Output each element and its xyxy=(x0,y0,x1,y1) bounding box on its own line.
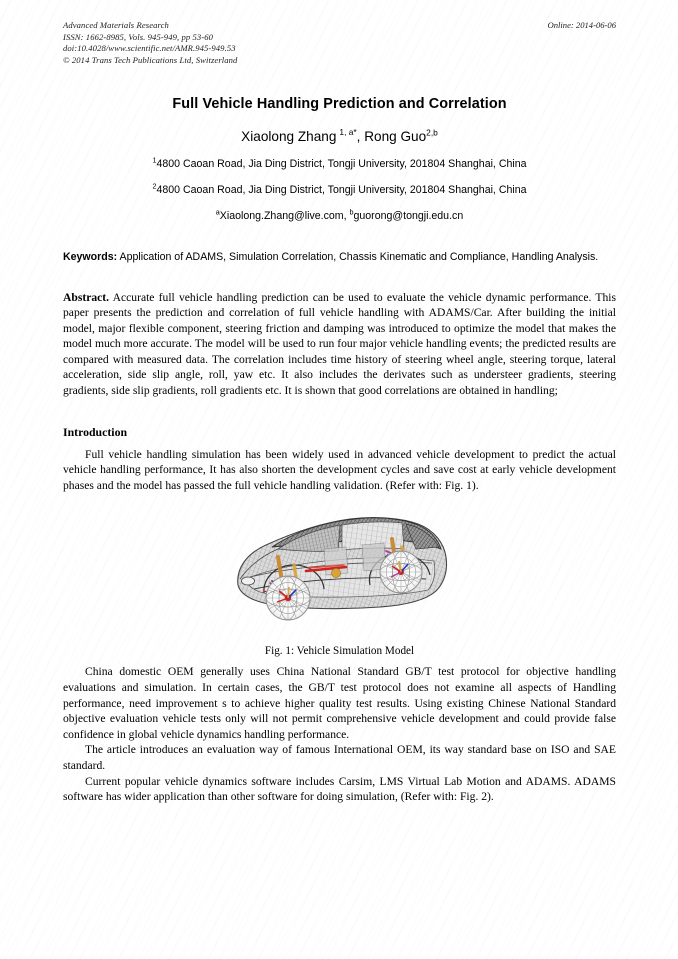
author-name-1: Xiaolong Zhang xyxy=(241,129,337,144)
keywords-label: Keywords: xyxy=(63,251,118,263)
page-title: Full Vehicle Handling Prediction and Correlation xyxy=(172,96,507,112)
author-affiliation-marker-2: 2,b xyxy=(426,127,438,138)
email-address-a[interactable]: Xiaolong.Zhang@live.com, xyxy=(219,210,347,222)
affiliation-marker-2: 2 xyxy=(152,181,157,191)
author-name-2: Rong Guo xyxy=(364,129,427,144)
author-emails xyxy=(63,207,616,222)
front-wheel-wireframe xyxy=(266,576,310,620)
online-publication-date: Online: 2014-06-06 xyxy=(547,20,616,30)
affiliation-1 xyxy=(63,157,616,171)
affiliation-2 xyxy=(63,183,616,197)
journal-name: Advanced Materials Research xyxy=(63,20,169,30)
journal-copyright-line: © 2014 Trans Tech Publications Ltd, Switzerland xyxy=(63,54,238,65)
author-list xyxy=(63,129,616,144)
figure-1 xyxy=(63,499,616,657)
figure-1-image xyxy=(220,499,460,637)
page-content xyxy=(63,0,616,805)
affiliation-text-2: 4800 Caoan Road, Jia Ding District, Tongji University, 201804 Shanghai, China xyxy=(156,184,527,196)
author-separator: , xyxy=(356,129,365,144)
vehicle-simulation-model-graphic xyxy=(220,499,460,637)
journal-masthead xyxy=(63,20,616,66)
introduction-paragraph-1: Full vehicle handling simulation has been widely used in advanced vehicle development to predict the actual vehicle handling performance, It has also shorten the development cycles and save cost at early vehicle development phases and the model has passed the full vehicle handling validation. (Refer with: Fig. 1). xyxy=(63,447,616,492)
rear-wheel-wireframe xyxy=(380,551,422,593)
introduction-paragraph-4: Current popular vehicle dynamics software includes Carsim, LMS Virtual Lab Motion and ADAMS. ADAMS software has wider application than other software for doing simulation, (Refer with: Fig. 2). xyxy=(63,774,616,804)
abstract-text: Accurate full vehicle handling prediction can be used to evaluate the vehicle dynamic performance. This paper presents the prediction and correlation of full vehicle handling with ADAMS/Car. After building the initial model, major flexible component, steering friction and damping was introduced to optimize the model that makes the model much more accurate. The model will be used to run four major vehicle handling events; the predicted results are compared with measured data. The correlation includes time history of steering wheel angle, steering torque, lateral acceleration, side slip angle, roll, yaw etc. It also includes the derivates such as understeer gradients, steering gradients, side slip gradients, roll gradients etc. It is shown that good correlations are obtained in handling; xyxy=(63,290,616,398)
author-affiliation-marker-1: 1, a* xyxy=(339,127,357,138)
introduction-paragraph-3: The article introduces an evaluation way of famous International OEM, its way standard base on ISO and SAE standard. xyxy=(63,743,616,772)
journal-issn-line: ISSN: 1662-8985, Vols. 945-949, pp 53-60 xyxy=(63,31,214,42)
introduction-paragraph-2: China domestic OEM generally uses China National Standard GB/T test protocol for objective handling evaluations and simulation. In certain cases, the GB/T test protocol does not examine all aspects of Handling performance, need improvement s to achieve higher quality test results. Using existing Chinese National Standard objective evaluation vehicle tests only will not permit comprehensive vehicle development and could provide false confidence in global vehicle dynamics handling performance. xyxy=(63,665,616,741)
keywords-block xyxy=(63,250,616,266)
email-address-b[interactable]: guorong@tongji.edu.cn xyxy=(353,210,464,222)
affiliation-marker-1: 1 xyxy=(152,155,157,165)
email-marker-a: a xyxy=(215,207,220,217)
journal-header xyxy=(63,20,616,76)
abstract-label: Abstract. xyxy=(63,290,110,304)
abstract-block xyxy=(63,290,616,399)
affiliation-text-1: 4800 Caoan Road, Jia Ding District, Tongji University, 201804 Shanghai, China xyxy=(156,158,527,170)
journal-doi-line: doi:10.4028/www.scientific.net/AMR.945-949.53 xyxy=(63,43,236,54)
figure-1-caption: Fig. 1: Vehicle Simulation Model xyxy=(264,645,415,658)
section-heading-introduction: Introduction xyxy=(63,424,128,439)
email-marker-b: b xyxy=(349,207,354,217)
keywords-text: Application of ADAMS, Simulation Correlation, Chassis Kinematic and Compliance, Handling Analysis. xyxy=(117,251,599,263)
